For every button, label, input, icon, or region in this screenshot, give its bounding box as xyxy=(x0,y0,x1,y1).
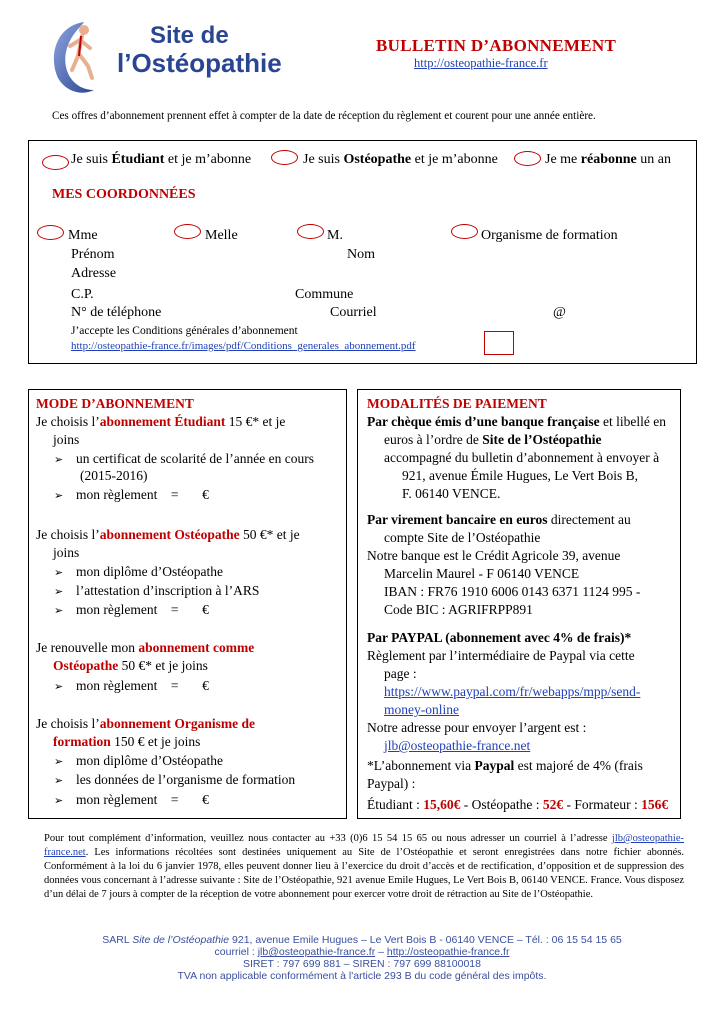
title-monsieur: M. xyxy=(327,228,343,243)
mode-heading: MODE D’ABONNEMENT xyxy=(36,396,194,411)
mode-organisme-block: Je choisis l’abonnement Organisme de formation 150 € et je joins xyxy=(36,716,255,749)
logo-text-line2: l’Ostéopathie xyxy=(117,48,282,78)
osteo-diploma-item: ➢ mon diplôme d’Ostéopathe xyxy=(54,563,223,582)
osteopath-radio[interactable] xyxy=(271,150,298,165)
page-title: BULLETIN D’ABONNEMENT xyxy=(376,36,617,55)
footer-site-link[interactable]: http://osteopathie-france.fr xyxy=(386,946,510,958)
payment-cheque-block: Par chèque émis d’une banque française et libellé en euros à l’ordre de Site de l’Ostéopathie accompagné du bulletin d’abonnement à envoyer à 921, avenue Émile Hugues, Le Vert Bois B, F. 06140 VENCE. xyxy=(367,414,666,501)
arrow-bullet-icon: ➢ xyxy=(54,604,64,617)
arrow-bullet-icon: ➢ xyxy=(54,453,64,466)
arrow-bullet-icon: ➢ xyxy=(54,566,64,579)
telephone-label[interactable]: N° de téléphone xyxy=(71,305,162,320)
footer-siret: SIRET : 797 699 881 – SIREN : 797 699 88100018 xyxy=(243,958,481,970)
conditions-text: J’accepte les Conditions générales d’abonnement xyxy=(71,325,298,337)
adresse-label[interactable]: Adresse xyxy=(71,266,117,281)
arrow-bullet-icon: ➢ xyxy=(54,680,64,693)
mode-renew-block: Je renouvelle mon abonnement comme Ostéopathe 50 €* et je joins xyxy=(36,640,255,673)
title-mme: Mme xyxy=(68,228,98,243)
mode-osteo-block: Je choisis l’abonnement Ostéopathe 50 €* et je joins xyxy=(36,527,300,560)
intro-text: Ces offres d’abonnement prennent effet à compter de la date de réception du règlement et courent pour une année entière. xyxy=(52,110,596,122)
title-organisme: Organisme de formation xyxy=(481,228,618,243)
payment-virement-block: Par virement bancaire en euros directement au compte Site de l’Ostéopathie Notre banque est le Crédit Agricole 39, avenue Marcelin Maurel - F 06140 VENCE IBAN : FR76 1910 6006 0143 6371 1124 995 - Code BIC : AGRIFRPP891 xyxy=(367,512,641,617)
footer-email-link[interactable]: jlb@osteopathie-france.net xyxy=(44,833,684,858)
arrow-bullet-icon: ➢ xyxy=(54,794,64,807)
at-sign: @ xyxy=(553,305,566,320)
site-url-link[interactable]: http://osteopathie-france.fr xyxy=(414,56,548,70)
arrow-bullet-icon: ➢ xyxy=(54,489,64,502)
footer-courriel-line: courriel : jlb@osteopathie-france.fr – http://osteopathie-france.fr xyxy=(214,946,510,958)
melle-radio[interactable] xyxy=(174,224,201,239)
student-year: (2015-2016) xyxy=(80,468,148,483)
osteo-ars-item: ➢ l’attestation d’inscription à l’ARS xyxy=(54,582,259,601)
mme-radio[interactable] xyxy=(37,225,64,240)
arrow-bullet-icon: ➢ xyxy=(54,774,64,787)
coordinates-heading: MES COORDONNÉES xyxy=(52,187,196,202)
paypal-email-link[interactable]: jlb@osteopathie-france.net xyxy=(384,738,531,753)
accept-conditions-checkbox[interactable] xyxy=(484,331,514,355)
paypal-link-cont[interactable]: money-online xyxy=(384,702,459,717)
option-student-label: Je suis Étudiant et je m’abonne xyxy=(71,152,252,167)
paypal-prices: Étudiant : 15,60€ - Ostéopathe : 52€ - Formateur : 156€ xyxy=(367,797,669,812)
student-cert-item: ➢ un certificat de scolarité de l’année en cours xyxy=(54,450,314,469)
organisme-diploma-item: ➢ mon diplôme d’Ostéopathe xyxy=(54,752,223,771)
conditions-link[interactable]: http://osteopathie-france.fr/images/pdf/Conditions_generales_abonnement.pdf xyxy=(71,340,416,352)
organisme-payment-item[interactable]: ➢ mon règlement = € xyxy=(54,791,209,810)
osteo-payment-item[interactable]: ➢ mon règlement = € xyxy=(54,601,209,620)
nom-label[interactable]: Nom xyxy=(347,247,375,262)
paypal-link[interactable]: https://www.paypal.com/fr/webapps/mpp/send- xyxy=(384,684,641,699)
student-payment-item[interactable]: ➢ mon règlement = € xyxy=(54,486,209,505)
prenom-label[interactable]: Prénom xyxy=(71,247,115,262)
footer-courriel-link[interactable]: jlb@osteopathie-france.fr xyxy=(257,946,376,958)
arrow-bullet-icon: ➢ xyxy=(54,755,64,768)
footer-tva: TVA non applicable conformément à l'article 293 B du code général des impôts. xyxy=(177,970,547,982)
footer-sarl-line: SARL Site de l’Ostéopathie 921, avenue Emile Hugues – Le Vert Bois B - 06140 VENCE – Tél. : 06 15 54 15 65 xyxy=(102,934,622,946)
organisme-data-item: ➢ les données de l’organisme de formation xyxy=(54,771,295,790)
payment-heading: MODALITÉS DE PAIEMENT xyxy=(367,396,547,411)
title-melle: Melle xyxy=(205,228,238,243)
option-renew-label: Je me réabonne un an xyxy=(545,152,671,167)
organisme-radio[interactable] xyxy=(451,224,478,239)
logo-text-line1: Site de xyxy=(150,22,229,49)
arrow-bullet-icon: ➢ xyxy=(54,585,64,598)
commune-label[interactable]: Commune xyxy=(295,287,354,302)
mode-student-block: Je choisis l’abonnement Étudiant 15 €* et je joins xyxy=(36,414,286,447)
renew-payment-item[interactable]: ➢ mon règlement = € xyxy=(54,677,209,696)
payment-paypal-block: Par PAYPAL (abonnement avec 4% de frais)* Règlement par l’intermédiaire de Paypal via cette page : https://www.paypal.com/fr/webapps/mpp/send- money-online Notre adresse pour envoyer l’argent est : jlb@osteopathie-france.net *L’abonnement via Paypal est majoré de 4% (frais Paypal) : Étudiant : 15,60€ - Ostéopathe : 52€ - Formateur : 156€ xyxy=(367,629,677,814)
monsieur-radio[interactable] xyxy=(297,224,324,239)
cp-label[interactable]: C.P. xyxy=(71,287,94,302)
footer-info: Pour tout complément d’information, veuillez nous contacter au +33 (0)6 15 54 15 65 ou nous adresser un courriel à l’adresse jlb@osteopathie-france.net. Les informations récoltées sont destinées uniquement au Site de l’Ostéopathie et seront enregistrées dans notre fichier abonnés. Conformément à la loi du 6 janvier 1978, elles peuvent donner lieu à l’exercice du droit d’accès et de rectification, d’opposition et de suppression des données vous concernant à l’adresse suivante : Site de l’Ostéopathie, 921 avenue Emile Hugues, Le Vert Bois B, 06140 VENCE. France. Vous disposez d’un délai de 7 jours à compter de la réception de votre abonnement pour exercer votre droit de rétraction au Site de l’Ostéopathie. xyxy=(44,833,684,900)
student-radio[interactable] xyxy=(42,155,69,170)
option-osteopath-label: Je suis Ostéopathe et je m’abonne xyxy=(303,152,498,167)
courriel-label[interactable]: Courriel xyxy=(330,305,377,320)
renew-radio[interactable] xyxy=(514,151,541,166)
